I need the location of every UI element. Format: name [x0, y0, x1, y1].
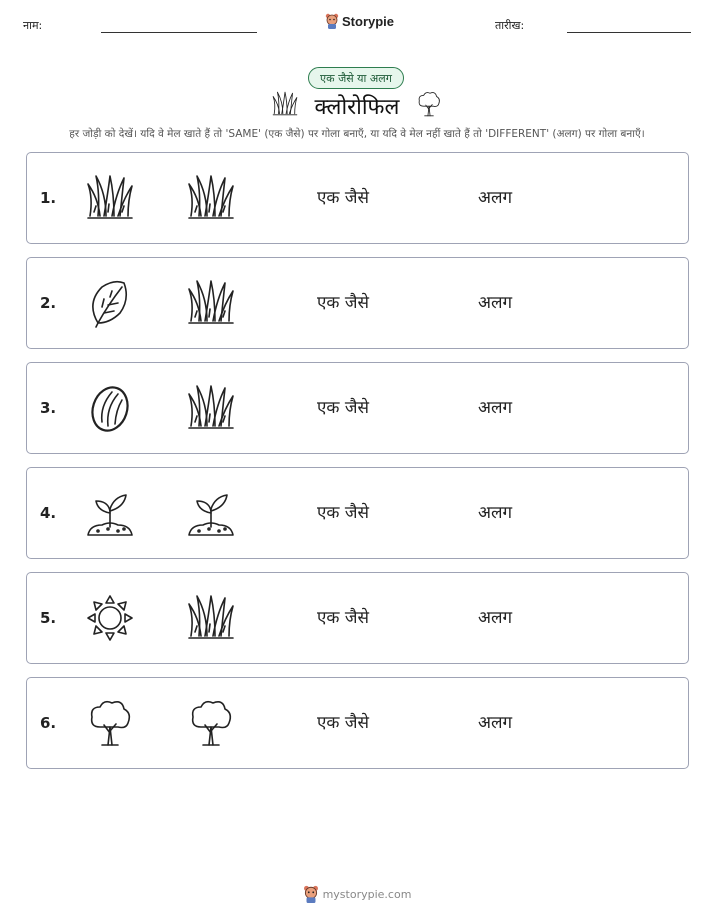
tree-icon: [185, 697, 237, 749]
leaf-icon: [84, 277, 136, 329]
bear-mascot-icon: [325, 13, 339, 29]
same-option[interactable]: एक जैसे: [317, 713, 369, 733]
worksheet-type-badge: एक जैसे या अलग: [308, 67, 404, 89]
grass-icon: [185, 277, 237, 329]
footer: [0, 885, 714, 903]
grass-icon: [185, 382, 237, 434]
sprout-icon: [84, 487, 136, 539]
row-number: 2.: [40, 294, 57, 312]
row-number: 1.: [40, 189, 57, 207]
row-number: 6.: [40, 714, 57, 732]
footer-url[interactable]: mystorypie.com: [322, 887, 412, 901]
same-option[interactable]: एक जैसे: [317, 293, 369, 313]
row-number: 3.: [40, 399, 57, 417]
exercise-row: [26, 677, 689, 769]
name-line[interactable]: [101, 32, 257, 33]
sun-icon: [84, 592, 136, 644]
same-option[interactable]: एक जैसे: [317, 503, 369, 523]
name-label: नाम:: [23, 19, 43, 32]
exercise-row: [26, 362, 689, 454]
same-option[interactable]: एक जैसे: [317, 608, 369, 628]
different-option[interactable]: अलग: [478, 398, 513, 418]
row-number: 5.: [40, 609, 57, 627]
same-option[interactable]: एक जैसे: [317, 398, 369, 418]
tree-icon: [415, 90, 443, 122]
instructions: हर जोड़ी को देखें। यदि वे मेल खाते हैं तो 'SAME' (एक जैसे) पर गोला बनाएँ, या यदि वे मेल नहीं खाते हैं तो 'DIFFERENT' (अलग) पर गोला बनाएँ।: [69, 128, 645, 140]
tree-icon: [84, 697, 136, 749]
exercise-row: [26, 152, 689, 244]
date-label: तारीख:: [495, 19, 525, 32]
brand-name: Storypie: [342, 13, 395, 29]
sprout-icon: [185, 487, 237, 539]
exercise-row: [26, 572, 689, 664]
exercise-row: [26, 257, 689, 349]
exercise-row: [26, 467, 689, 559]
different-option[interactable]: अलग: [478, 713, 513, 733]
different-option[interactable]: अलग: [478, 608, 513, 628]
row-number: 4.: [40, 504, 57, 522]
grass-icon: [185, 592, 237, 644]
brand-logo: [325, 13, 394, 29]
different-option[interactable]: अलग: [478, 188, 513, 208]
bear-mascot-icon: [303, 885, 319, 903]
grass-icon: [84, 172, 136, 224]
grass-icon: [271, 90, 299, 122]
grass-icon: [185, 172, 237, 224]
different-option[interactable]: अलग: [478, 293, 513, 313]
seed-icon: [84, 382, 136, 434]
date-line[interactable]: [567, 32, 691, 33]
title-row: [0, 90, 714, 122]
different-option[interactable]: अलग: [478, 503, 513, 523]
page-title: क्लोरोफिल: [314, 95, 400, 120]
same-option[interactable]: एक जैसे: [317, 188, 369, 208]
